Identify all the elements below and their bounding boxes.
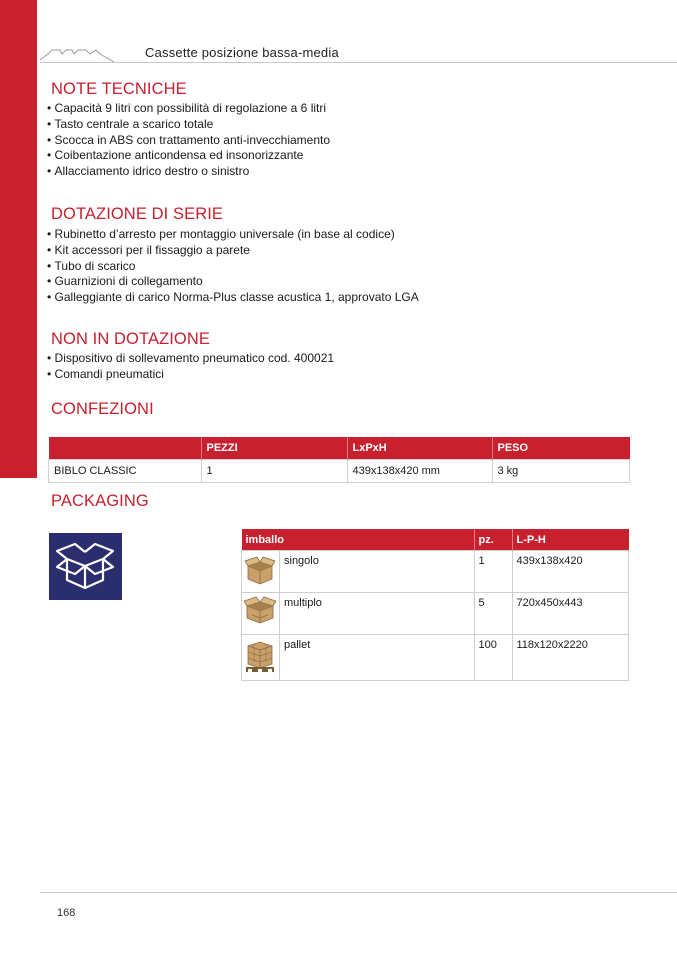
side-accent-bar xyxy=(0,0,37,478)
column-header: LxPxH xyxy=(347,437,492,460)
column-header: PEZZI xyxy=(201,437,347,460)
table-cell: singolo xyxy=(280,551,475,593)
table-row xyxy=(242,593,629,635)
table-cell: 1 xyxy=(201,460,347,483)
header-divider xyxy=(40,62,677,63)
header-ornament-icon xyxy=(38,44,114,64)
table-cell: 3 kg xyxy=(492,460,630,483)
table-cell: 439x138x420 mm xyxy=(347,460,492,483)
section-title-dotazione: DOTAZIONE DI SERIE xyxy=(51,205,224,223)
table-cell: 5 xyxy=(474,593,512,635)
table-cell: pallet xyxy=(280,635,475,681)
section-title-non-dotazione: NON IN DOTAZIONE xyxy=(51,330,210,348)
pallet-icon xyxy=(242,635,280,681)
table-cell: 720x450x443 xyxy=(512,593,629,635)
list-item: • Dispositivo di sollevamento pneumatico cod. 400021 xyxy=(47,351,334,367)
table-cell: 118x120x2220 xyxy=(512,635,629,681)
section-title-note: NOTE TECNICHE xyxy=(51,80,187,98)
column-header xyxy=(49,437,202,460)
list-item: • Rubinetto d’arresto per montaggio universale (in base al codice) xyxy=(47,227,419,243)
table-cell: multiplo xyxy=(280,593,475,635)
non-dotazione-list xyxy=(47,351,334,383)
table-cell: BIBLO CLASSIC xyxy=(49,460,202,483)
page-header-title: Cassette posizione bassa-media xyxy=(145,45,339,60)
table-header-row xyxy=(242,529,629,551)
list-item: • Kit accessori per il fissaggio a parete xyxy=(47,243,419,259)
list-item: • Tasto centrale a scarico totale xyxy=(47,117,330,133)
footer-divider xyxy=(40,892,677,893)
note-list xyxy=(47,101,330,180)
column-header: PESO xyxy=(492,437,630,460)
list-item: • Comandi pneumatici xyxy=(47,367,334,383)
section-title-confezioni: CONFEZIONI xyxy=(51,400,154,418)
column-header: L-P-H xyxy=(512,529,629,551)
table-row xyxy=(242,635,629,681)
list-item: • Scocca in ABS con trattamento anti-invecchiamento xyxy=(47,133,330,149)
multiple-box-icon xyxy=(242,593,280,635)
table-header-row xyxy=(49,437,630,460)
table-row xyxy=(49,460,630,483)
list-item: • Capacità 9 litri con possibilità di regolazione a 6 litri xyxy=(47,101,330,117)
list-item: • Allacciamento idrico destro o sinistro xyxy=(47,164,330,180)
column-header: imballo xyxy=(242,529,475,551)
table-cell: 100 xyxy=(474,635,512,681)
table-row xyxy=(242,551,629,593)
list-item: • Guarnizioni di collegamento xyxy=(47,274,419,290)
table-cell: 439x138x420 xyxy=(512,551,629,593)
section-title-packaging: PACKAGING xyxy=(51,492,149,510)
page-number: 168 xyxy=(57,907,76,919)
list-item: • Coibentazione anticondensa ed insonorizzante xyxy=(47,148,330,164)
dotazione-list xyxy=(47,227,419,306)
table-cell: 1 xyxy=(474,551,512,593)
open-box-icon xyxy=(49,533,122,600)
list-item: • Galleggiante di carico Norma-Plus classe acustica 1, approvato LGA xyxy=(47,290,419,306)
packaging-table xyxy=(241,529,629,681)
confezioni-table xyxy=(48,437,630,483)
column-header: pz. xyxy=(474,529,512,551)
list-item: • Tubo di scarico xyxy=(47,259,419,275)
single-box-icon xyxy=(242,551,280,593)
